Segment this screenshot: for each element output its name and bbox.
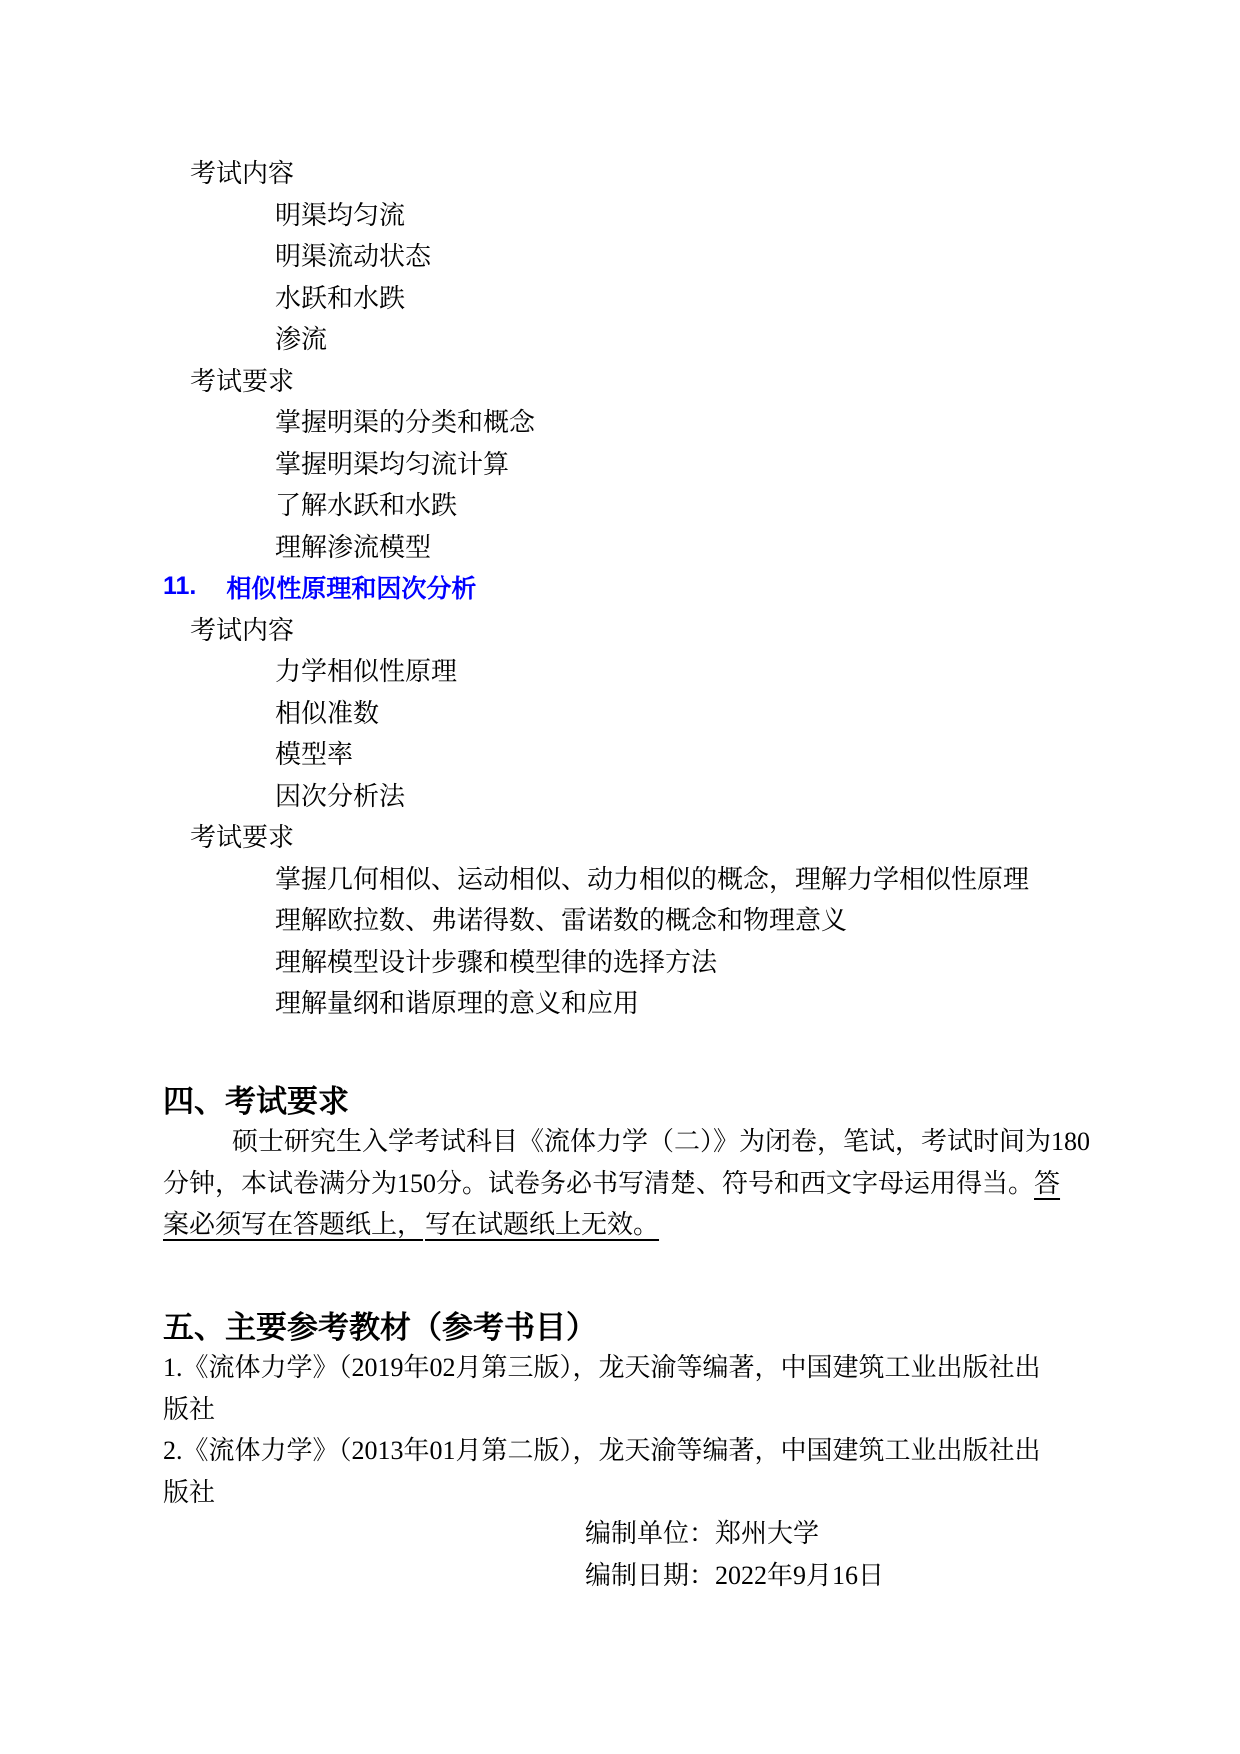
- topic11-heading: [163, 566, 1078, 608]
- list-item: 理解量纲和谐原理的意义和应用: [275, 989, 640, 1019]
- list-item: 力学相似性原理: [275, 657, 458, 687]
- reference-book-line: 2.《流体力学》（2013年01月第二版），龙天渝等编著，中国建筑工业出版社出: [163, 1436, 1041, 1466]
- section4-heading: 四、考试要求: [163, 1083, 349, 1119]
- section5-heading: 五、主要参考教材（参考书目）: [163, 1309, 597, 1345]
- underlined-text: 写在试题纸上无效。: [425, 1210, 660, 1240]
- list-item: 理解模型设计步骤和模型律的选择方法: [275, 947, 718, 977]
- reference-book-line: 版社: [163, 1477, 216, 1507]
- topic11-heading-title: 相似性原理和因次分析: [226, 574, 477, 603]
- section4-paragraph-line: 硕士研究生入学考试科目《流体力学（二）》为闭卷，笔试，考试时间为180: [232, 1127, 1091, 1157]
- list-item: 因次分析法: [275, 781, 406, 811]
- list-item: 模型率: [275, 740, 354, 770]
- footer-date-line: 编制日期：2022年9月16日: [585, 1560, 885, 1590]
- list-item: 掌握几何相似、运动相似、动力相似的概念，理解力学相似性原理: [275, 864, 1030, 894]
- reference-book-line: 版社: [163, 1394, 216, 1424]
- list-item: 理解欧拉数、弗诺得数、雷诺数的概念和物理意义: [275, 906, 848, 936]
- list-item: 了解水跃和水跌: [275, 491, 458, 521]
- exam-require-label: 考试要求: [190, 823, 295, 853]
- list-item: 理解渗流模型: [275, 532, 432, 562]
- paragraph-text: 分钟，本试卷满分为150分。试卷务必书写清楚、符号和西文字母运用得当。: [163, 1168, 1035, 1198]
- section4-paragraph-line: [163, 1161, 1078, 1203]
- document-content: [163, 151, 1091, 1594]
- underlined-text: 案必须写在答题纸上，: [163, 1210, 424, 1240]
- exam-require-label: 考试要求: [190, 366, 295, 396]
- section4-paragraph-line: [163, 1202, 1078, 1244]
- topic11-heading-number: 11.: [163, 572, 197, 601]
- list-item: 水跃和水跌: [275, 283, 406, 313]
- underlined-text: 答: [1034, 1168, 1061, 1198]
- exam-content-label: 考试内容: [190, 159, 295, 189]
- list-item: 明渠均匀流: [275, 200, 406, 230]
- list-item: 明渠流动状态: [275, 242, 432, 272]
- footer-unit-line: 编制单位：郑州大学: [585, 1519, 820, 1549]
- list-item: 渗流: [275, 325, 328, 355]
- exam-content-label: 考试内容: [190, 615, 295, 645]
- list-item: 相似准数: [275, 698, 380, 728]
- reference-book-line: 1.《流体力学》（2019年02月第三版），龙天渝等编著，中国建筑工业出版社出: [163, 1353, 1041, 1383]
- list-item: 掌握明渠均匀流计算: [275, 449, 510, 479]
- list-item: 掌握明渠的分类和概念: [275, 408, 536, 438]
